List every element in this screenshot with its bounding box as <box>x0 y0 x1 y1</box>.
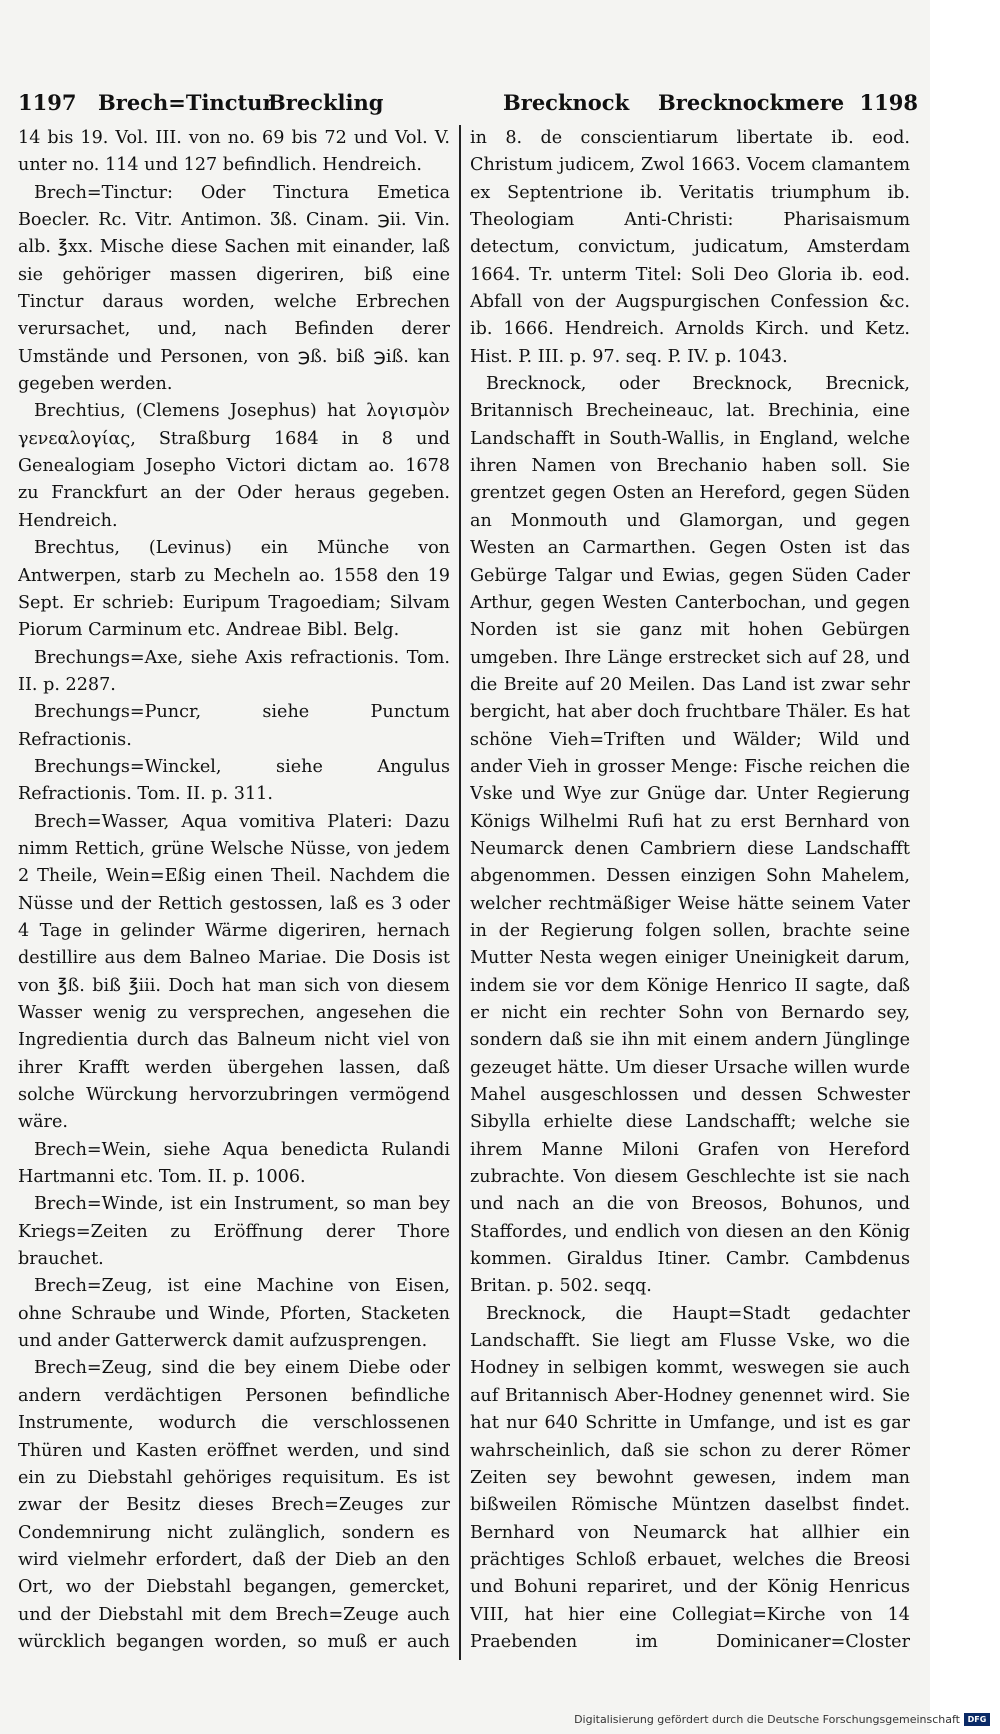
entry-paragraph: Brechtius, (Clemens Josephus) hat λογισμὸν γενεαλογίας, Straßburg 1684 in 8 und Genealogiam Josepho Victori dictam ao. 1678 zu Franckfurt an der Oder heraus gegeben. Hendreich. <box>18 401 450 531</box>
entry-paragraph: Brech=Zeug, sind die bey einem Diebe oder andern verdächtigen Personen befindliche Instrumente, wodurch die verschlossenen Thüren und Kasten eröffnet werden, und sind ein zu Diebstahl gehöriges requisitum. Es ist zwar der Besitz dieses Brech=Zeuges zur Condemnirung nicht zulänglich, sondern es wird vielmehr erfordert, daß der Dieb an den Ort, wo der Diebstahl begangen, gemercket, und der Diebstahl mit dem Brech=Zeuge auch würcklich begangen worden, so muß er auch <box>18 1358 450 1652</box>
header-keyword-1: Brech=Tinctur <box>98 90 274 115</box>
entry-paragraph: Brechtus, (Levinus) ein Münche von Antwerpen, starb zu Mecheln ao. 1558 den 19 Sept. Er schrieb: Euripum Tragoediam; Silvam Piorum Carminum etc. Andreae Bibl. Belg. <box>18 538 450 641</box>
entry-paragraph: 14 bis 19. Vol. III. von no. 69 bis 72 und Vol. V. unter no. 114 und 127 befindlich. Hendreich. <box>18 128 450 176</box>
digitization-credit <box>574 1713 990 1726</box>
entry-paragraph: Brech=Tinctur: Oder Tinctura Emetica Boecler. Rc. Vitr. Antimon. Ʒß. Cinam. ℈ii. Vin. alb. ℥xx. Mische diese Sachen mit einander, laß sie gehöriger massen digeriren, biß eine Tinctur daraus worden, welche Erbrechen verursachet, und, nach Befinden derer Umstände und Personen, von ℈ß. biß ℈iß. kan gegeben werden. <box>18 182 450 395</box>
running-header <box>18 84 918 118</box>
entry-paragraph: Brecknock, die Haupt=Stadt gedachter Landschafft. Sie liegt am Flusse Vske, wo die Hodney in selbigen kommt, weswegen sie auch auf Britannisch Aber-Hodney genennet wird. Sie hat nur 640 Schritte in Umfange, und ist es gar wahrscheinlich, daß sie schon zu derer Römer Zeiten sey bewohnt gewesen, indem man bißweilen Römische Müntzen daselbst findet. Bernhard von Neumarck hat allhier ein prächtiges Schloß erbauet, welches die Breosi und Bohuni repariret, und der König Henricus VIII, hat hier eine Collegiat=Kirche von 14 Praebenden im Dominicaner=Closter <box>470 1303 910 1652</box>
entry-paragraph: Brech=Wein, siehe Aqua benedicta Rulandi Hartmanni etc. Tom. II. p. 1006. <box>18 1139 450 1188</box>
credit-text: Digitalisierung gefördert durch die Deutsche Forschungsgemeinschaft <box>574 1713 960 1726</box>
entry-paragraph: Brech=Winde, ist ein Instrument, so man bey Kriegs=Zeiten zu Eröffnung derer Thore brauchet. <box>18 1194 450 1270</box>
entry-paragraph: Brech=Wasser, Aqua vomitiva Plateri: Dazu nimm Rettich, grüne Welsche Nüsse, von jedem 2 Theile, Wein=Eßig einen Theil. Nachdem die Nüsse und der Rettich gestossen, laß es 3 oder 4 Tage in gelinder Wärme digeriren, hernach destillire aus dem Balneo Mariae. Die Dosis ist von ℥ß. biß ℥iii. Doch hat man sich von diesem Wasser wenig zu versprechen, angesehen die Ingredientia durch das Balneum nicht viel von ihrer Krafft werden übergehen lassen, daß solche Würckung hervorzubringen vermögend wäre. <box>18 811 450 1133</box>
header-keyword-4: Brecknockmere <box>658 90 845 115</box>
header-keyword-2: Breckling <box>268 90 384 115</box>
entry-paragraph: Brech=Zeug, ist eine Machine von Eisen, ohne Schraube und Winde, Pforten, Stacketen und ander Gatterwerck damit aufzusprengen. <box>18 1276 450 1352</box>
left-column <box>18 125 450 1660</box>
entry-paragraph: Brecknock, oder Brecknock, Brecnick, Britannisch Brecheineauc, lat. Brechinia, eine Landschafft in South-Wallis, in England, welche ihren Namen von Brechanio haben soll. Sie grentzet gegen Osten an Hereford, gegen Süden an Monmouth und Glamorgan, und gegen Westen an Carmarthen. Gegen Osten ist das Gebürge Talgar und Ewias, gegen Süden Cader Arthur, gegen Westen Canterbochan, und gegen Norden ist sie ganz mit hohen Gebürgen umgeben. Ihre Länge erstrecket sich auf 28, und die Breite auf 20 Meilen. Das Land ist zwar sehr bergicht, hat aber doch fruchtbare Thäler. Es hat schöne Vieh=Triften und Wälder; Wild und ander Vieh in grosser Menge: Fische reichen die Vske und Wye zur Gnüge dar. Unter Regierung Königs Wilhelmi Rufi hat zu erst Bernhard von Neumarck denen Cambriern diese Landschafft abgenommen. Dessen einzigen Sohn Mahelem, welcher rechtmäßiger Weise hätte seinem Vater in der Regierung folgen sollen, brachte seine Mutter Nesta wegen einiger Uneinigkeit darum, indem sie vor dem Könige Henrico II sagte, daß er nicht ein rechter Sohn von Bernardo sey, sondern daß sie ihn mit einem andern Jünglinge gezeuget hätte. Um dieser Ursache willen wurde Mahel ausgeschlossen und dessen Schwester Sibylla erhielte diese Landschafft; welche sie ihrem Manne Miloni Grafen von Hereford zubrachte. Von diesem Geschlechte ist sie nach und nach an die von Breosos, Bohunos, und Staffordes, und endlich von diesen an den König kommen. Giraldus Itiner. Cambr. Cambdenus Britan. p. 502. seqq. <box>470 374 910 1297</box>
right-page-number: 1198 <box>859 90 918 115</box>
entry-paragraph: Brechungs=Winckel, siehe Angulus Refractionis. Tom. II. p. 311. <box>18 756 450 805</box>
header-keyword-3: Brecknock <box>503 90 630 115</box>
dfg-logo: DFG <box>964 1713 990 1726</box>
column-divider <box>459 125 461 1660</box>
left-page-number: 1197 <box>18 90 77 115</box>
entry-paragraph: Brechungs=Axe, siehe Axis refractionis. Tom. II. p. 2287. <box>18 647 450 695</box>
right-column <box>470 125 910 1660</box>
entry-paragraph: in 8. de conscientiarum libertate ib. eod. Christum judicem, Zwol 1663. Vocem clamantem ex Septentrione ib. Veritatis triumphum ib. Theologiam Anti-Christi: Pharisaismum detectum, convictum, judicatum, Amsterdam 1664. Tr. unterm Titel: Soli Deo Gloria ib. eod. Abfall von der Augspurgischen Confession &c. ib. 1666. Hendreich. Arnolds Kirch. und Ketz. Hist. P. III. p. 97. seq. P. IV. p. 1043. <box>470 128 910 367</box>
entry-paragraph: Brechungs=Puncr, siehe Punctum Refractionis. <box>18 702 450 750</box>
